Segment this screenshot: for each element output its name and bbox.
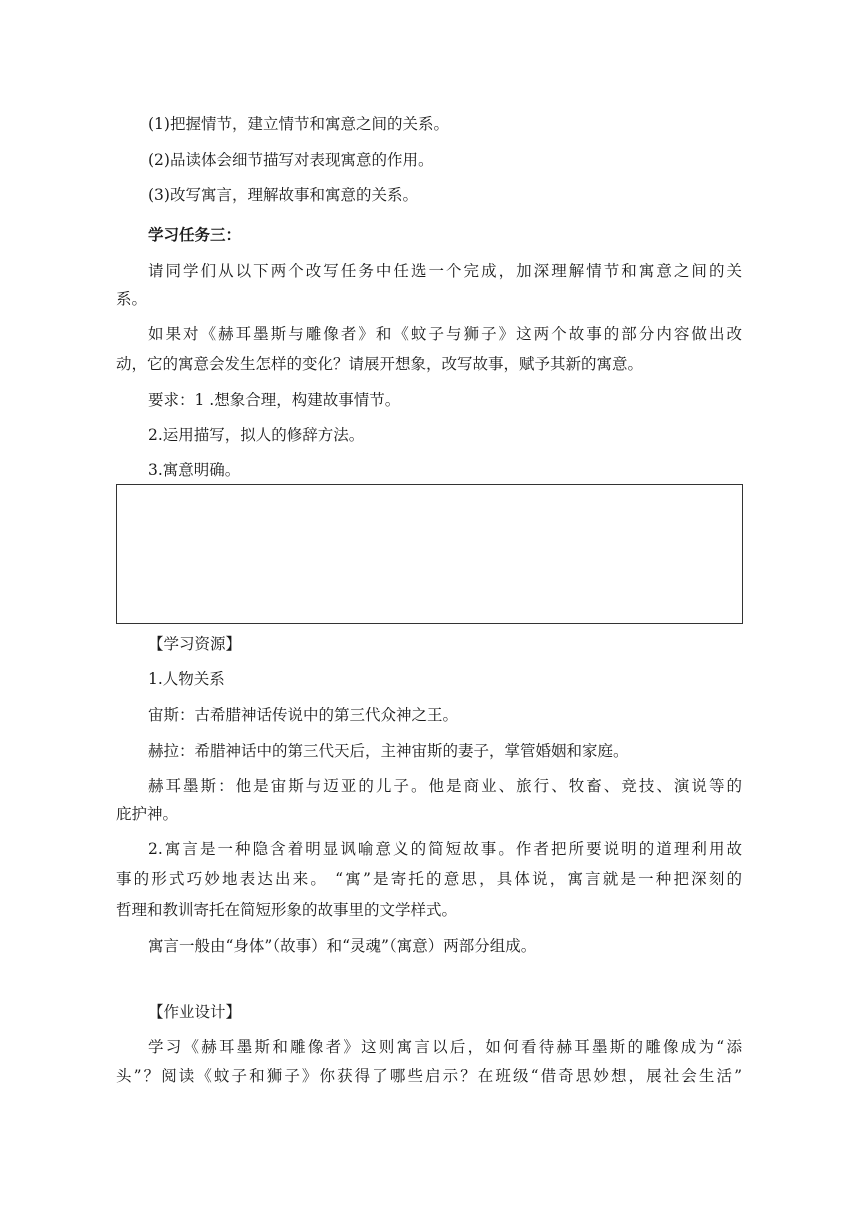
homework-line-2: 头”？阅读《蚊子和狮子》你获得了哪些启示？在班级“借奇思妙想，展社会生活” <box>116 1067 742 1085</box>
requirement-2: 2.运用描写，拟人的修辞方法。 <box>148 426 365 444</box>
goal-2: (2)品读体会细节描写对表现寓意的作用。 <box>148 151 434 169</box>
task3-intro-line-1: 请同学们从以下两个改写任务中任选一个完成，加深理解情节和寓意之间的关 <box>148 262 742 280</box>
resources-fable-line-4: 寓言一般由“身体”（故事）和“灵魂”（寓意）两部分组成。 <box>148 937 537 955</box>
resources-fable-line-1: 2.寓言是一种隐含着明显讽喻意义的简短故事。作者把所要说明的道理利用故 <box>148 840 742 858</box>
resources-fable-line-2: 事的形式巧妙地表达出来。 “寓”是寄托的意思，具体说，寓言就是一种把深刻的 <box>116 870 742 888</box>
answer-box[interactable] <box>116 484 743 624</box>
resources-character-relations: 1.人物关系 <box>148 670 225 688</box>
task3-intro-line-2: 系。 <box>116 290 148 308</box>
resources-hera: 赫拉：希腊神话中的第三代天后，主神宙斯的妻子，掌管婚姻和家庭。 <box>148 742 629 760</box>
resources-heading: 【学习资源】 <box>148 635 242 653</box>
resources-hermes-line-2: 庇护神。 <box>116 805 179 823</box>
homework-line-1: 学习《赫耳墨斯和雕像者》这则寓言以后，如何看待赫耳墨斯的雕像成为“添 <box>148 1038 742 1056</box>
homework-heading: 【作业设计】 <box>148 1003 242 1021</box>
goal-3: (3)改写寓言，理解故事和寓意的关系。 <box>148 186 418 204</box>
task3-prompt-line-1: 如果对《赫耳墨斯与雕像者》和《蚊子与狮子》这两个故事的部分内容做出改 <box>148 325 742 343</box>
task3-prompt-line-2: 动，它的寓意会发生怎样的变化？请展开想象，改写故事，赋予其新的寓意。 <box>116 355 644 373</box>
requirement-3: 3.寓意明确。 <box>148 461 241 479</box>
goal-1: (1)把握情节，建立情节和寓意之间的关系。 <box>148 115 449 133</box>
resources-fable-line-3: 哲理和教训寄托在简短形象的故事里的文学样式。 <box>116 901 458 919</box>
resources-hermes-line-1: 赫耳墨斯：他是宙斯与迈亚的儿子。他是商业、旅行、牧畜、竞技、演说等的 <box>148 777 742 795</box>
task3-heading: 学习任务三： <box>148 225 242 244</box>
resources-zeus: 宙斯：古希腊神话传说中的第三代众神之王。 <box>148 706 459 724</box>
requirement-1: 要求：1 .想象合理，构建故事情节。 <box>148 391 401 409</box>
